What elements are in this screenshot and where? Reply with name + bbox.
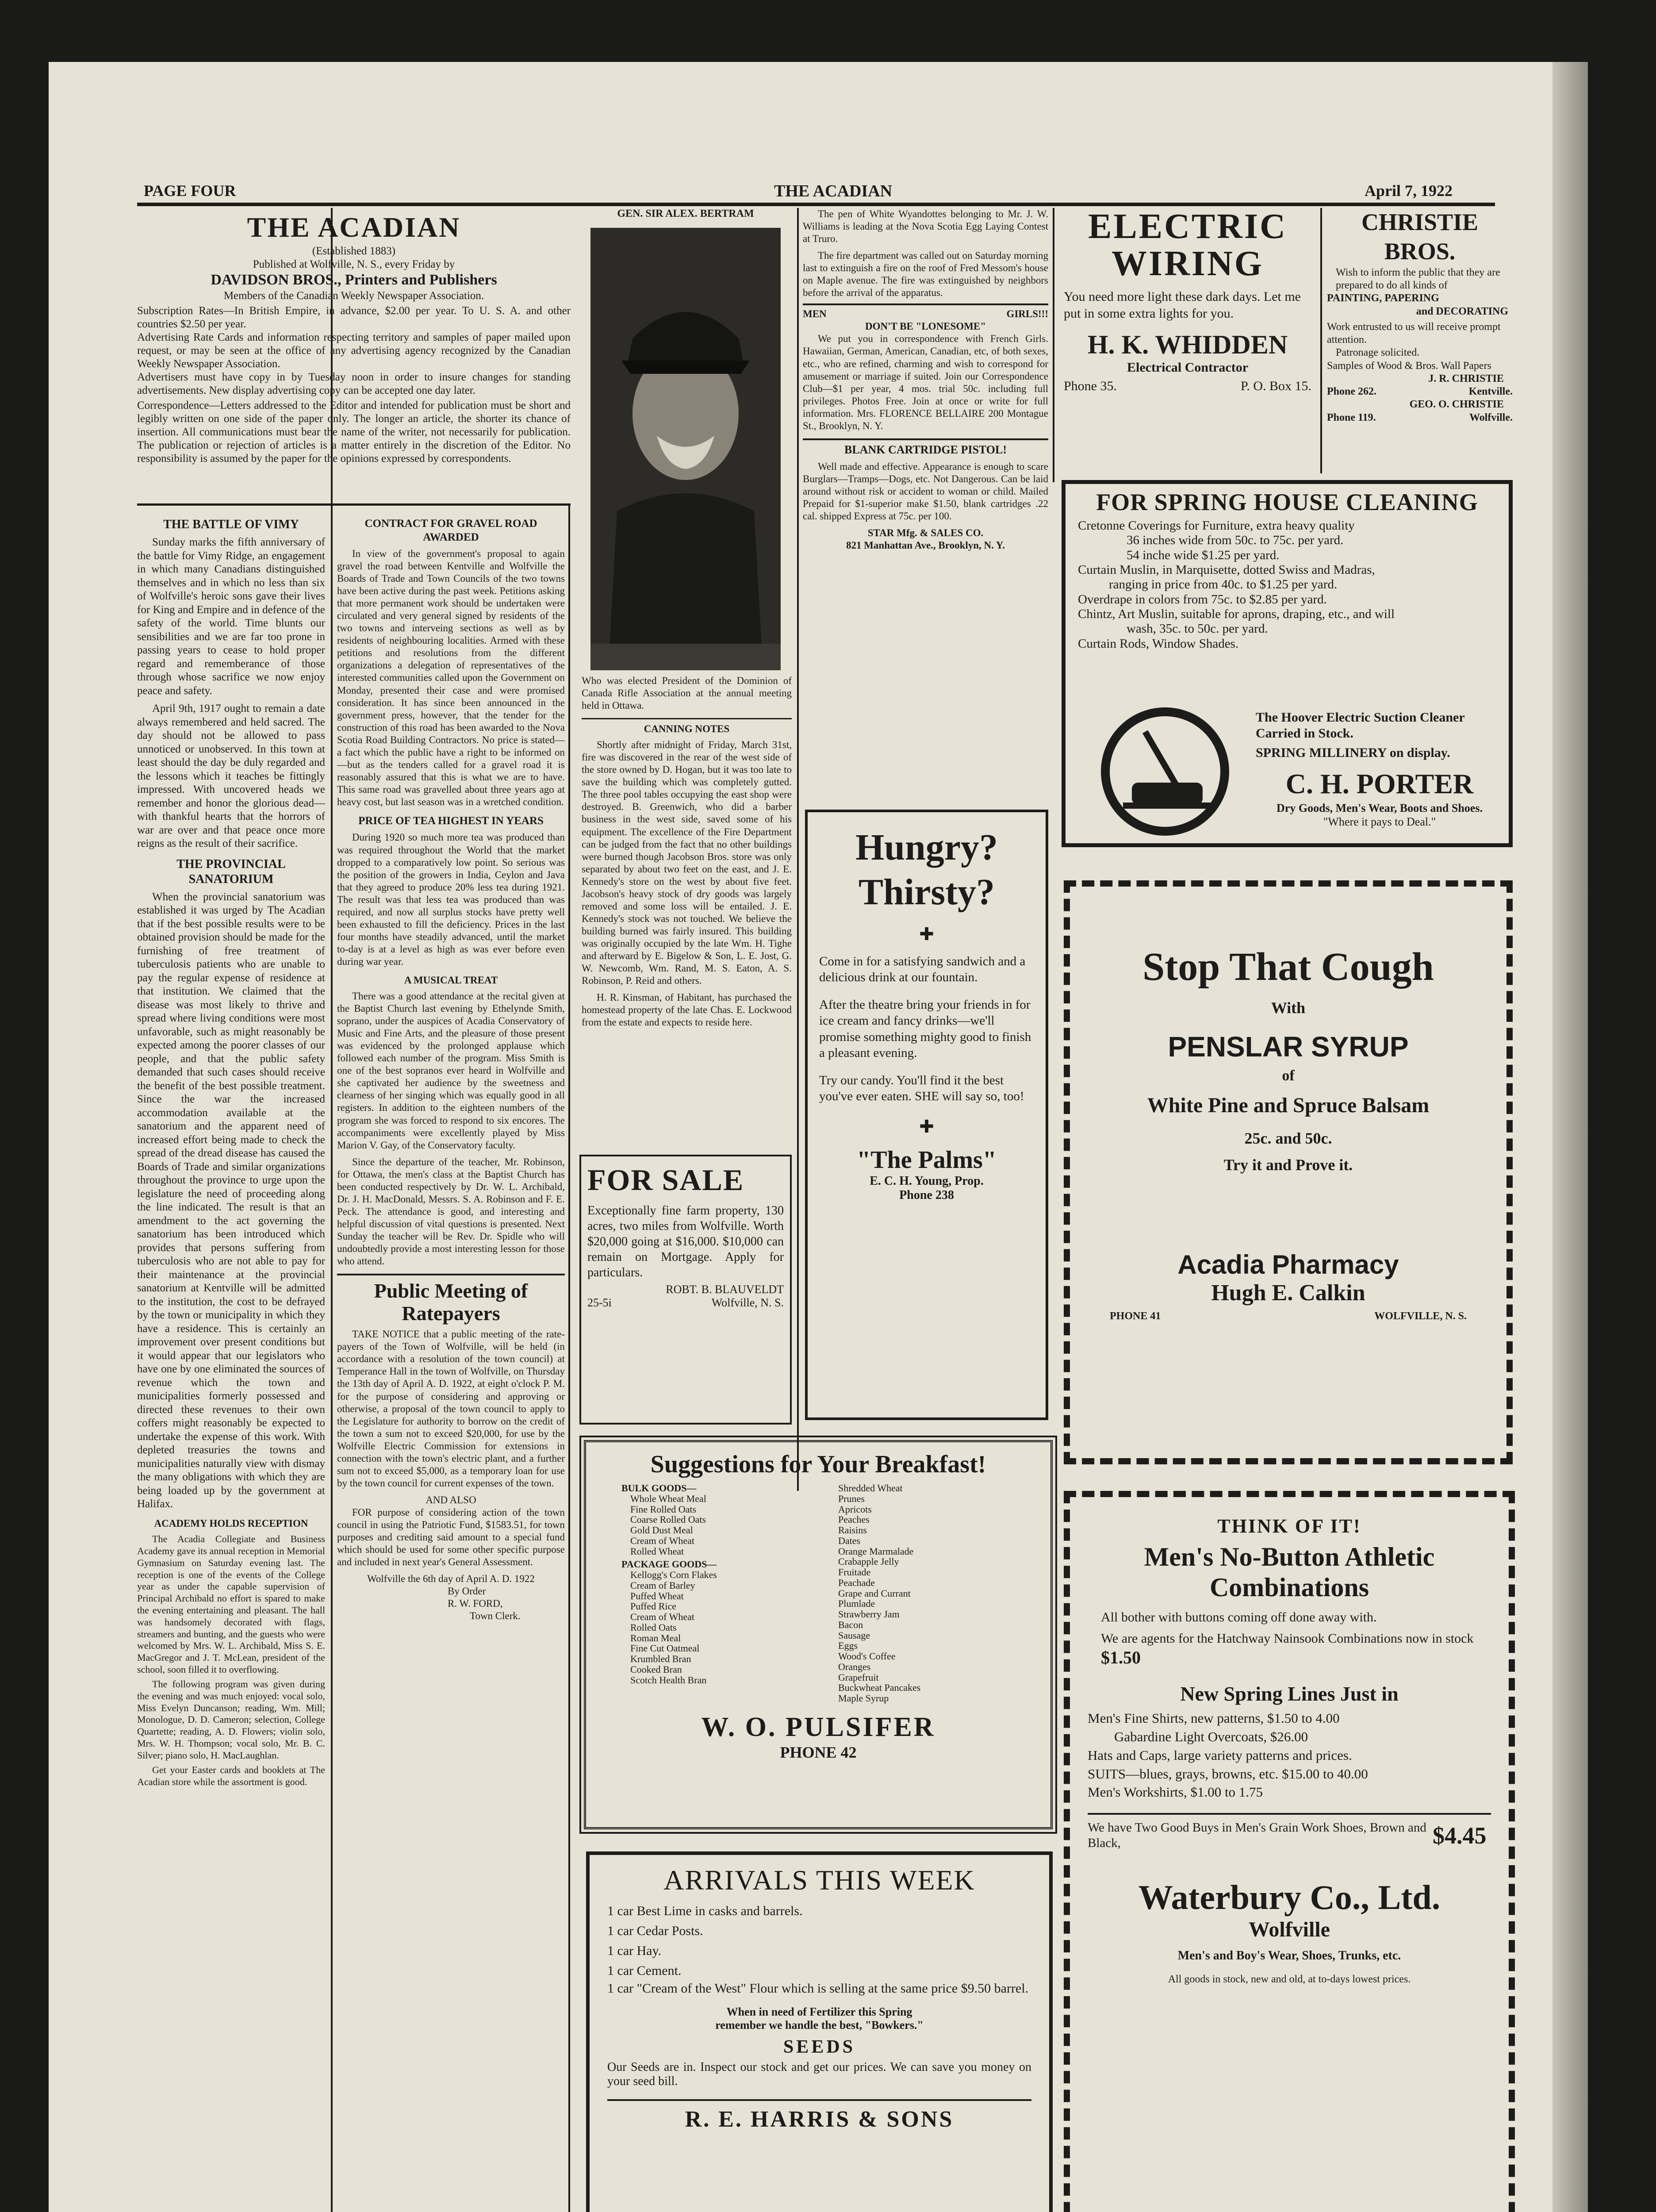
christie-text: Wish to inform the public that they are prepared to do all kinds of (1336, 266, 1500, 292)
whidden-ad (1059, 208, 1316, 473)
lonesome-heading: DON'T BE "LONESOME" (865, 321, 986, 332)
music-headline: A MUSICAL TREAT (404, 975, 498, 986)
list-item: Coarse Rolled Oats (630, 1514, 706, 1525)
list-item: Grape and Currant (838, 1587, 911, 1599)
academy-paragraph: The Acadia Collegiate and Business Academy gave its annual reception in Memorial Gymnasium on Saturday evening last. The reception is one of the events of the College year as under the capable supervision of Principal Archibald no effort is spared to make the evening entertaining and pleasant. The hall was handsomely decorated with flags, streamers and bunting, and the guests who were welcomed by Mrs. W. L. Archibald, Miss S. E. MacGregor and J. T. McLean, president of the school, soon filled it to overflowing. (137, 1533, 325, 1675)
list-item: Crabapple Jelly (838, 1556, 899, 1567)
ratepayers-order: By Order (448, 1586, 486, 1597)
porter-line: 54 inche wide $1.25 per yard. (1127, 548, 1280, 562)
spring-line: Men's Workshirts, $1.00 to 1.75 (1088, 1784, 1263, 1800)
list-item: Raisins (838, 1525, 867, 1536)
fertilizer-line: When in need of Fertilizer this Spring (726, 2005, 912, 2018)
ratepayers-notice: TAKE NOTICE that a public meeting of the rate-payers of the Town of Wolfville, will be held (in accordance with a resolution of the town council) at Temperance Hall in the town of Wolfville, on Thursday the 13th day of April A. D. 1922, at eight o'clock P. M. for the purpose of considering and approving or otherwise, a proposal of the town council to apply to the Legislature for authority to borrow on the credit of the town a sum not to exceed $20,000, for use by the Wolfville Electric Commission for extensions in connection with the town's electric plant, and a further sum not to exceed $5,000, as a temporary loan for use by the town council for current expenses of the town. (337, 1329, 565, 1489)
breakfast-title: Suggestions for Your Breakfast! (650, 1451, 986, 1478)
ratepayers-also: AND ALSO (426, 1494, 476, 1505)
for-sale-ad (579, 1155, 792, 1425)
gravel-paragraph: In view of the government's proposal to again gravel the road between Kentville and Wolfville the Boards of Trade and Town Councils of the two towns have been active during the past week. Petitions asking that more permanent work should be undertaken were circulated and very general signed by residents of the two towns and interveing sections as well as by residents of neighbouring localities. Armed with these petitions and resolutions from the different organizations a delegation of representatives of the interested communities called upon the Government on Monday, presented their case and were promised consideration. It has since been announced in the government press, however, that the tender for the construction of this road has been awarded to the Nova Scotia Road Building Contractors. No price is stated—a fact which the public have a right to be informed on—but as the tenders called for a gravel road it is reasonably assured that this is what we are to have. This same road was gravelled about three years ago at heavy cost, but last season was in a wretched condition. (337, 548, 565, 807)
list-item: Whole Wheat Meal (630, 1493, 706, 1504)
spring-line: SUITS—blues, grays, browns, etc. $15.00 to 40.00 (1088, 1766, 1368, 1782)
list-item: Rolled Oats (630, 1621, 677, 1633)
porter-trade: Dry Goods, Men's Wear, Boots and Shoes. (1276, 801, 1483, 814)
package-goods-heading: PACKAGE GOODS— (621, 1559, 717, 1570)
breakfast-right-list (838, 1483, 1033, 1704)
work-shoes-note: We have Two Good Buys in Men's Grain Work Shoes, Brown and Black, (1088, 1820, 1426, 1851)
acadian-box-rule (137, 503, 571, 506)
portrait-caption-top: GEN. SIR ALEX. BERTRAM (617, 208, 754, 219)
portrait-illustration (590, 228, 781, 670)
ornament-icon: ✚ (919, 1116, 934, 1137)
bulk-goods-list (621, 1494, 816, 1557)
pulsifer-phone: PHONE 42 (780, 1743, 857, 1761)
vimy-headline: THE BATTLE OF VIMY (163, 518, 299, 531)
pharmacy-with: With (1271, 999, 1306, 1017)
penslar-product: PENSLAR SYRUP (1168, 1031, 1409, 1063)
gravel-headline: CONTRACT FOR GRAVEL ROAD AWARDED (364, 518, 537, 543)
column-rule (797, 208, 799, 1491)
porter-line: 36 inches wide from 50c. to 75c. per yard. (1127, 533, 1344, 548)
thirsty-title: Thirsty? (858, 871, 995, 913)
newspaper-page (49, 62, 1588, 2212)
list-item: Roman Meal (630, 1632, 681, 1644)
masthead-rule (137, 203, 1495, 206)
waterbury-trade: Men's and Boy's Wear, Shoes, Trunks, etc. (1177, 1948, 1401, 1962)
balsam-text: White Pine and Spruce Balsam (1147, 1094, 1430, 1117)
porter-slogan: "Where it pays to Deal." (1323, 815, 1436, 828)
vimy-paragraph: April 9th, 1917 ought to remain a date always remembered and held sacred. The day should not be allowed to pass unnoticed or unobserved. In this town at least should the day be duly regarded and the lessons which it teaches be fittingly impressed. With uncovered heads we remember and honor the glorious dead—with thankful hearts that the horrors of war are over and that peace once more reigns as the result of their sacrifice. (137, 703, 325, 850)
waterbury-footer: All goods in stock, new and old, at to-days lowest prices. (1168, 1973, 1411, 1985)
spring-lines-heading: New Spring Lines Just in (1180, 1682, 1399, 1705)
portrait-photo (590, 228, 781, 670)
music-paragraph: There was a good attendance at the recital given at the Baptist Church last evening by Ethelynde Smith, soprano, under the auspices of Acadia Conservatory of Music and Fine Arts, and the pleasure of those present was evidenced by the prolonged applause which followed each number of the program. Miss Smith is one of the best sopranos ever heard in Wolfville and she captivated her audience by the sweetness and clearness of her singing which was equally good in all registers. In addition to the eighteen numbers of the program she was forced to respond to six encores. The accompaniments were excellently played by Miss Marion V. Gay, of the Conservatory faculty. (337, 991, 565, 1151)
electric-title: ELECTRIC (1088, 207, 1287, 246)
acadian-subscription: Subscription Rates—In British Empire, in advance, $2.00 per year. To U. S. A. and other countries $2.50 per year. (137, 304, 571, 330)
list-item: Bacon (838, 1619, 863, 1630)
whidden-role: Electrical Contractor (1127, 360, 1249, 375)
list-item: Grapefruit (838, 1671, 879, 1683)
whidden-name: H. K. WHIDDEN (1087, 330, 1288, 359)
list-item: Dates (838, 1535, 861, 1546)
christie-phone-1: Phone 262. (1327, 386, 1377, 398)
porter-title: FOR SPRING HOUSE CLEANING (1096, 489, 1478, 515)
sanatorium-paragraph: When the provincial sanatorium was established it was urged by The Acadian that if the best possible results were to be obtained provision should be made for the furnishing of free treatment of tuberculosis patients who are unable to pay the regular expense of residence at that institution. We claimed that the disease was most likely to thrive and spread where living conditions were most unfavorable, such as might reasonably be expected among the poorer classes of our people, and that the public safety demanded that such cases should receive the benefit of the best possible treatment. Since the war the increased accommodation available at the sanatorium and the apparent need of increased effort being made to check the spread of the dread disease has caused the Boards of Trade and similar organizations throughout the province to urge upon the legislature the need of proceeding along the line indicated. The result is that an amendment to the act governing the sanatorium has been introduced which provides that persons suffering from tuberculosis who are not able to pay for their maintenance at the provincial sanatorium at Kentville will be admitted to the institution, the cost to be defrayed by the town or municipality in which they have a residence. This is certainly an improvement over present conditions but it would appear that our legislators who have one by one eliminated the sources of revenue which the town and municipalities formerly possessed and directed these revenues to their own coffers might reasonably be expected to undertake the expense of this work. With depleted treasuries the towns and municipalities naturally view with dismay the many obligations with which they are being loaded up by the government at Halifax. (137, 891, 325, 1510)
porter-line: wash, 35c. to 50c. per yard. (1127, 622, 1268, 636)
acadian-advertising: Advertising Rate Cards and information respecting territory and samples of paper mailed upon request, or may be seen at the office of any advertising agency recognized by the Canadian Weekly Newspaper Association. (137, 331, 571, 370)
list-item: Orange Marmalade (838, 1545, 914, 1557)
girls-heading: GIRLS!!! (1006, 308, 1048, 320)
arrivals-flour: 1 car "Cream of the West" Flour which is selling at the same price $9.50 barrel. (607, 1981, 1029, 1996)
list-item: Apricots (838, 1503, 872, 1515)
pharmacy-ad (1064, 880, 1513, 1464)
ratepayers-date: Wolfville the 6th day of April A. D. 1922 (367, 1573, 535, 1585)
tea-headline: PRICE OF TEA HIGHEST IN YEARS (358, 814, 544, 827)
arrivals-item: 1 car Cedar Posts. (607, 1924, 703, 1938)
academy-paragraph: The following program was given during the evening and was much enjoyed: vocal solo, Miss Evelyn Duncanson; reading, Wm. Mill; Monologue, D. D. Cameron; selection, College Quartette; reading, A. D. Flowers; violin solo, Mrs. W. H. Thompson; vocal solo, Mr. B. C. Silver; piano solo, H. MacLaughlan. (137, 1678, 325, 1761)
ratepayers-signature: R. W. FORD, (448, 1598, 503, 1609)
think-of-it: THINK OF IT! (1217, 1515, 1361, 1537)
list-item: Fruitade (838, 1567, 871, 1578)
list-item: Plumlade (838, 1598, 875, 1609)
christie-name-1: J. R. CHRISTIE (1428, 373, 1504, 384)
column-rule (331, 208, 333, 2212)
electric-body: You need more light these dark days. Let me put in some extra lights for you. (1064, 289, 1301, 321)
pistol-ad: Well made and effective. Appearance is enough to scare Burglars—Tramps—Dogs, etc. Not Dangerous. Can be laid around without risk or accident to woman or child. Mailed Prepaid for $1-superior make $1.50, blank cartridges .22 cal. shipped Express at 75c. per 100. (803, 461, 1048, 522)
fertilizer-line: remember we handle the best, "Bowkers." (715, 2019, 924, 2032)
package-goods-list (621, 1570, 816, 1685)
list-item: Strawberry Jam (838, 1609, 900, 1620)
column-1 (137, 511, 325, 2212)
list-item: Sausage (838, 1629, 870, 1641)
for-sale-title: FOR SALE (587, 1163, 744, 1197)
page-date: April 7, 1922 (1365, 182, 1453, 200)
christie-text: Patronage solicited. (1336, 347, 1420, 359)
easter-cards-note: Get your Easter cards and booklets at The Acadian store while the assortment is good. (137, 1764, 325, 1787)
seeds-text: Our Seeds are in. Inspect our stock and get our prices. We can save you money on your seed bill. (607, 2060, 1031, 2088)
nainsook-price: $1.50 (1101, 1647, 1141, 1667)
hoover-note: The Hoover Electric Suction Cleaner Carried in Stock. (1256, 710, 1465, 741)
wiring-title: WIRING (1111, 244, 1264, 283)
pistol-company: STAR Mfg. & SALES CO. (867, 527, 984, 538)
portrait-caption: Who was elected President of the Dominion of Canada Rifle Association at the annual meeting held in Ottawa. (582, 675, 792, 711)
acadian-established: (Established 1883) (312, 245, 396, 257)
porter-line: Curtain Muslin, in Marquisette, dotted Swiss and Madras, (1078, 563, 1375, 577)
for-sale-code: 25-5i (587, 1296, 612, 1309)
ornament-icon: ✚ (919, 924, 934, 944)
christie-title: CHRISTIE BROS. (1361, 209, 1479, 265)
column-rule (1053, 208, 1054, 482)
canning-paragraph: Shortly after midnight of Friday, March 31st, fire was discovered in the rear of the west side of the store owned by D. Hogan, but it was too late to save the building which was completely gutted. The three pool tables occupying the east shop were destroyed. B. Greenwich, who did a barber business in the west side, saved some of his equipment. The excellence of the Fire Department can be judged from the fact that no other buildings were burned though Jacobson Bros. store was only separated by about two feet on the east, and J. E. Kennedy's store on the west by about five feet. Jacobson's heavy stock of dry goods was largely removed and some loss will be entailed. J. E. Kennedy's stock was not touched. We believe the building burned was fairly insured. This building was originally occupied by the late Wm. H. Tighe and afterward by E. Bigelow & Son, L. E. Jost, G. W. Newcomb, Wm. Rand, M. S. Eaton, A. S. Robinson, P. Reid and others. (582, 739, 792, 987)
spring-line: Hats and Caps, large variety patterns and prices. (1088, 1747, 1352, 1763)
men-heading: MEN (803, 308, 827, 320)
pharmacy-try: Try it and Prove it. (1223, 1156, 1353, 1174)
arrivals-item: 1 car Best Lime in casks and barrels. (607, 1904, 803, 1918)
ratepayers-role: Town Clerk. (470, 1610, 521, 1622)
list-item: Peaches (838, 1514, 870, 1525)
list-item: Krumbled Bran (630, 1653, 691, 1664)
canning-paragraph: H. R. Kinsman, of Habitant, has purchased the homestead property of the late Chas. E. Lockwood from the estate and expects to reside here. (582, 992, 792, 1028)
pharmacy-phone: PHONE 41 (1110, 1310, 1161, 1322)
acadian-member: Members of the Canadian Weekly Newspaper Association. (223, 289, 484, 302)
work-shoes-price: $4.45 (1433, 1822, 1487, 1849)
vacuum-cleaner-illustration (1092, 705, 1238, 838)
porter-line: Chintz, Art Muslin, suitable for aprons, draping, etc., and will (1078, 607, 1395, 622)
christie-text: Work entrusted to us will receive prompt attention. (1327, 321, 1501, 346)
christie-text: Samples of Wood & Bros. Wall Papers (1327, 360, 1491, 372)
whidden-phone: Phone 35. (1064, 379, 1117, 393)
fire-note: The fire department was called out on Saturday morning last to extinguish a fire on the roof of Fred Messom's house on Maple avenue. The fire was extinguished by neighbors before the arrival of the apparatus. (803, 250, 1048, 299)
pharmacy-owner: Hugh E. Calkin (1211, 1280, 1365, 1306)
pharmacy-of: of (1282, 1068, 1295, 1084)
list-item: Cream of Wheat (630, 1535, 694, 1546)
list-item: Buckwheat Pancakes (838, 1682, 921, 1694)
seeds-heading: SEEDS (783, 2037, 856, 2057)
canning-headline: CANNING NOTES (582, 718, 792, 735)
tea-paragraph: During 1920 so much more tea was produced than was required throughout the World that the market dropped to a comparatively low point. So serious was the position of the growers in India, Ceylon and Java that they agreed to produce 20% less tea during 1921. The result was that less tea was produced than was required, and now all surplus stocks have pretty well been exhausted to fill the deficiency. Prices in the last four months have steadily advanced, until the market to-day is at a level as high as was ever before even during war year. (337, 832, 565, 967)
arrivals-title: ARRIVALS THIS WEEK (663, 1864, 975, 1896)
list-item: Fine Cut Oatmeal (630, 1643, 700, 1654)
page-edge-shadow (1552, 62, 1588, 2212)
arrivals-item: 1 car Cement. (607, 1963, 682, 1978)
cough-title: Stop That Cough (1142, 945, 1434, 989)
list-item: Prunes (838, 1493, 865, 1504)
list-item: Shredded Wheat (838, 1482, 903, 1494)
pharmacy-name: Acadia Pharmacy (1177, 1250, 1399, 1279)
vimy-paragraph: Sunday marks the fifth anniversary of the battle for Vimy Ridge, an engagement in which many Canadians distinguished themselves and in which no less than six of Wolfville's heroic sons gave their lives for King and Empire and in defence of the safety of the world. Time blunts our sensibilities and we are far too prone in passing years to cease to hold proper regard and rememberance of those through whose sacrifice we now enjoy peace and safety. (137, 536, 325, 697)
millinery-note: SPRING MILLINERY on display. (1256, 745, 1450, 760)
page-label: PAGE FOUR (144, 182, 236, 200)
list-item: Kellogg's Corn Flakes (630, 1569, 717, 1580)
acadian-publisher-line: Published at Wolfville, N. S., every Friday by (253, 258, 455, 270)
porter-line: Overdrape in colors from 75c. to $2.85 per yard. (1078, 592, 1327, 607)
acadian-info-box (137, 208, 571, 500)
list-item: Puffed Wheat (630, 1590, 684, 1601)
mens-class-paragraph: Since the departure of the teacher, Mr. Robinson, for Ottawa, the men's class at the Baptist Church has been conducted respectively by Dr. W. L. Archibald, Dr. J. H. MacDonald, Messrs. S. A. Robinson and F. E. Peck. The attendance is good, and interesting and helpful discussion of vital questions is presented. Next Sunday the teacher will be Rev. Dr. Spidle who will undoubtedly provide a most interesting lesson for those who attend. (337, 1156, 565, 1267)
acadian-title: THE ACADIAN (247, 211, 461, 243)
pistol-address: 821 Manhattan Ave., Brooklyn, N. Y. (846, 539, 1005, 551)
spring-line: Men's Fine Shirts, new patterns, $1.50 to 4.00 (1088, 1710, 1340, 1726)
palms-text: Try our candy. You'll find it the best you've ever eaten. SHE will say so, too! (819, 1073, 1024, 1104)
list-item: Peachade (838, 1577, 875, 1588)
porter-line: Curtain Rods, Window Shades. (1078, 636, 1239, 651)
waterbury-ad (1064, 1491, 1515, 2212)
christie-town-2: Wolfville. (1469, 411, 1513, 423)
column-4 (803, 208, 1048, 814)
list-item: Cooked Bran (630, 1663, 682, 1675)
list-item: Puffed Rice (630, 1601, 677, 1612)
palms-name: "The Palms" (857, 1146, 997, 1174)
pistol-headline: BLANK CARTRIDGE PISTOL! (803, 438, 1048, 457)
ratepayers-headline: Public Meeting of Ratepayers (337, 1274, 565, 1325)
palms-text: After the theatre bring your friends in for ice cream and fancy drinks—we'll promise something mighty good to finish a pleasant evening. (819, 998, 1031, 1060)
pulsifer-ad (584, 1440, 1053, 1829)
porter-line: ranging in price from 40c. to $1.25 per yard. (1109, 577, 1338, 592)
list-item: Maple Syrup (838, 1693, 889, 1704)
porter-line: Cretonne Coverings for Furniture, extra heavy quality (1078, 518, 1355, 533)
list-item: Oranges (838, 1661, 871, 1672)
list-item: Scotch Health Bran (630, 1674, 707, 1686)
waterbury-town: Wolfville (1249, 1917, 1330, 1941)
athletic-title: Men's No-Button Athletic (1144, 1542, 1435, 1571)
list-item: Eggs (838, 1640, 858, 1651)
palms-proprietor: E. C. H. Young, Prop. (870, 1174, 984, 1188)
list-item: Gold Dust Meal (630, 1525, 693, 1536)
acadian-correspondence: Correspondence—Letters addressed to the Editor and intended for publication must be short and legibly written on one side of the paper only. The longer an article, the shorter its chance of insertion. All communications must bear the name of the writer, not necessarily for publication. The publication or rejection of articles is a matter entirely in the discretion of the Editor. No responsibility is assumed by the paper for the opinions expressed by correspondents. (137, 399, 571, 465)
acadian-publishers: DAVIDSON BROS., Printers and Publishers (211, 271, 497, 288)
christie-services: PAINTING, PAPERING (1327, 292, 1439, 304)
porter-name: C. H. PORTER (1285, 768, 1474, 799)
correspondence-club-ad: We put you in correspondence with French Girls. Hawaiian, German, American, Canadian, etc, of both sexes, etc., who are refined, charming and wish to correspond for amusement or marriage if suited. Join our Correspondence Club—$1 per year, 4 mos. trial 50c. including full privileges. Photos Free. Join at once or write for full information. Mrs. FLORENCE BELLAIRE 200 Montague St., Brooklyn, N. Y. (803, 333, 1048, 431)
pulsifer-name: W. O. PULSIFER (701, 1712, 935, 1742)
list-item: Wood's Coffee (838, 1651, 896, 1662)
palms-text: Come in for a satisfying sandwich and a delicious drink at our fountain. (819, 954, 1026, 984)
harris-name: R. E. HARRIS & SONS (607, 2099, 1031, 2132)
for-sale-body: Exceptionally fine farm property, 130 acres, two miles from Wolfville. Worth $20,000 going at $16,000. $10,000 can remain on Mortgage. Apply for particulars. (587, 1204, 784, 1279)
christie-town-1: Kentville. (1468, 386, 1513, 398)
christie-name-2: GEO. O. CHRISTIE (1409, 399, 1504, 411)
christie-phone-2: Phone 119. (1327, 411, 1376, 423)
for-sale-place: Wolfville, N. S. (711, 1296, 784, 1309)
paper-name: THE ACADIAN (774, 182, 893, 200)
palms-ad (805, 810, 1048, 1420)
list-item: Cream of Wheat (630, 1611, 694, 1622)
list-item: Rolled Wheat (630, 1545, 684, 1557)
for-sale-name: ROBT. B. BLAUVELDT (666, 1283, 784, 1296)
nainsook-note: We are agents for the Hatchway Nainsook Combinations now in stock (1101, 1631, 1474, 1646)
wyandottes-note: The pen of White Wyandottes belonging to Mr. J. W. Williams is leading at the Nova Scotia Egg Laying Contest at Truro. (803, 208, 1048, 245)
christie-services: and DECORATING (1416, 305, 1508, 317)
pharmacy-town: WOLFVILLE, N. S. (1374, 1310, 1467, 1322)
christie-ad (1327, 208, 1513, 473)
spring-line: Gabardine Light Overcoats, $26.00 (1114, 1728, 1308, 1744)
column-2 (337, 511, 565, 2212)
list-item: Cream of Barley (630, 1579, 695, 1591)
palms-phone: Phone 238 (899, 1188, 954, 1202)
buttons-note: All bother with buttons coming off done away with. (1101, 1610, 1377, 1624)
porter-ad (1062, 480, 1513, 847)
ratepayers-notice-2: FOR purpose of considering action of the town council in using the Patriotic Fund, $1583.51, for town purposes and crediting said amount to a special fund which should be used for some other specific purpose and included in next year's General Assessment. (337, 1506, 565, 1568)
harris-ad (586, 1851, 1053, 2212)
column-rule (568, 504, 570, 2212)
column-rule (1320, 208, 1322, 473)
sanatorium-headline: THE PROVINCIAL SANATORIUM (176, 857, 286, 886)
academy-headline: ACADEMY HOLDS RECEPTION (154, 1517, 308, 1529)
bulk-goods-heading: BULK GOODS— (621, 1482, 697, 1494)
hungry-title: Hungry? (855, 827, 998, 868)
whidden-box: P. O. Box 15. (1240, 379, 1311, 393)
athletic-title: Combinations (1209, 1573, 1369, 1602)
acadian-advertisers: Advertisers must have copy in by Tuesday noon in order to insure changes for standing advertisements. New display advertising copy can be accepted one day later. (137, 371, 571, 396)
arrivals-item: 1 car Hay. (607, 1943, 662, 1958)
list-item: Fine Rolled Oats (630, 1503, 697, 1515)
waterbury-name: Waterbury Co., Ltd. (1138, 1878, 1441, 1916)
pharmacy-price: 25c. and 50c. (1244, 1129, 1332, 1147)
